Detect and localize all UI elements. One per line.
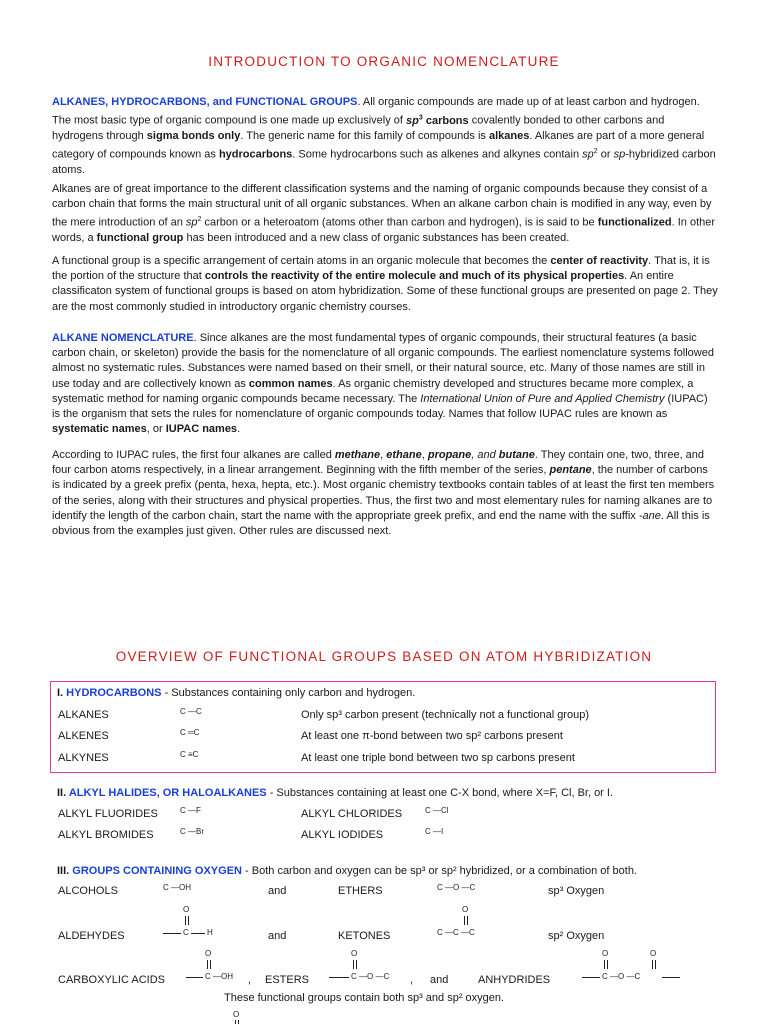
section-description: - Both carbon and oxygen can be sp³ or sp² hybridized, or a combination of both. (241, 865, 637, 877)
separator-comma: , (248, 974, 252, 986)
text: . Some hydrocarbons such as alkenes and alkynes contain (292, 148, 583, 161)
aldehyde-oxygen-atom: O (183, 905, 190, 914)
connector-and: and (430, 974, 449, 986)
class-name-alkyl-bromides: ALKYL BROMIDES (58, 829, 154, 841)
text: hydrocarbons (218, 148, 293, 161)
class-name-alkenes: ALKENES (58, 730, 109, 742)
partial-double-bond (235, 1020, 236, 1024)
paragraph-iupac-rules (52, 448, 718, 539)
description-alkynes: At least one triple bond between two sp carbons present (301, 752, 575, 764)
text: functional group (96, 232, 184, 245)
class-name-aldehydes: ALDEHYDES (58, 930, 125, 942)
ester-double-bond (353, 960, 354, 969)
text: . That is, it is the portion of the structure that (52, 255, 710, 283)
text: . They contain one, two, three, and four carbon atoms respectively, in a linear arrangement. Beginning with the fifth member of the series, (52, 449, 705, 477)
structure-ether: C —O —C (437, 883, 476, 892)
superscript: 3 (418, 114, 423, 122)
text: , or (146, 423, 166, 436)
class-name-alkyl-iodides: ALKYL IODIDES (301, 829, 384, 841)
anhydride-left-bond (582, 977, 600, 978)
text: functionalized (597, 217, 672, 230)
anhydride-double-bond (652, 960, 653, 969)
text: According to IUPAC rules, the first four alkanes are called (52, 449, 335, 461)
text: International Union of Pure and Applied Chemistry (420, 392, 665, 405)
structure-alcohol: C —OH (163, 883, 191, 892)
description-alkenes: At least one π-bond between two sp² carbons present (301, 730, 563, 742)
text: ethane (386, 449, 422, 461)
text: alkanes (488, 130, 530, 143)
section-heading: ALKANE NOMENCLATURE (52, 332, 194, 344)
aldehyde-hydrogen-atom: H (207, 928, 213, 937)
structure-alkene: C ═C (180, 728, 200, 737)
text: methane (334, 449, 381, 461)
text: . An entire classificaton system of functional groups is based on atom hybridization. Some of these functional groups are presented on page 2. They are the most commonly studied in introductory organic chemistry courses. (52, 270, 718, 313)
class-name-alkyl-fluorides: ALKYL FLUORIDES (58, 808, 158, 820)
text: . All this is obvious from the examples just given. Other rules are discussed next. (52, 509, 710, 538)
overview-title: OVERVIEW OF FUNCTIONAL GROUPS BASED ON ATOM HYBRIDIZATION (115, 649, 653, 664)
text: common names (248, 377, 333, 390)
hydrocarbons-heading (57, 687, 415, 700)
acid-double-bond (207, 960, 208, 969)
anhydride-double-bond (655, 960, 656, 969)
paragraph-alkanes-hydrocarbons (52, 95, 718, 178)
text: -ane (638, 509, 661, 522)
separator-comma: , (410, 974, 414, 986)
section-number: II. (57, 787, 69, 799)
structure-alkyl-chloride: C —Cl (425, 806, 449, 815)
text: A functional group is a specific arrangement of certain atoms in an organic molecule that becomes the (52, 255, 551, 267)
ketone-oxygen-atom: O (462, 905, 469, 914)
text: sp (185, 217, 198, 230)
text: sp (406, 114, 419, 127)
anhydride-double-bond (604, 960, 605, 969)
label-sp3-oxygen: sp³ Oxygen (548, 885, 605, 897)
aldehyde-double-bond (188, 916, 189, 925)
class-name-carboxylic-acids: CARBOXYLIC ACIDS (58, 974, 165, 986)
section-heading: ALKANES, HYDROCARBONS, and FUNCTIONAL GROUPS (52, 96, 358, 108)
section-description: - Substances containing at least one C-X bond, where X=F, Cl, Br, or I. (266, 787, 614, 799)
text: . (237, 423, 241, 436)
label-sp2-oxygen: sp² Oxygen (548, 930, 605, 942)
superscript: 2 (593, 148, 598, 156)
class-name-esters: ESTERS (265, 974, 310, 986)
ester-oxygen-atom: O (351, 949, 358, 958)
acid-oxygen-atom: O (205, 949, 212, 958)
class-name-ethers: ETHERS (338, 885, 383, 897)
aldehyde-right-bond (191, 933, 205, 934)
text: IUPAC names (165, 423, 238, 436)
text: pentane (549, 464, 592, 477)
structure-ketone: C —C —C (437, 928, 475, 937)
aldehyde-left-bond (163, 933, 181, 934)
text: . All organic compounds are made up of at least carbon and hydrogen. The most basic type of organic compound is one made up exclusively of (52, 96, 700, 127)
section-description: - Substances containing only carbon and hydrogen. (161, 687, 416, 699)
text: carbons (422, 114, 469, 127)
text: sp (582, 148, 594, 161)
text: (IUPAC) is the organism that sets the rules for nomenclature of organic compounds today. Names that follow IUPAC rules are known as (52, 392, 708, 421)
anhydride-oxygen-atom: O (650, 949, 657, 958)
structure-alkyl-bromide: C —Br (180, 827, 204, 836)
acid-left-bond (186, 977, 203, 978)
class-name-anhydrides: ANHYDRIDES (478, 974, 551, 986)
alkyl-halides-heading (57, 787, 613, 800)
footer-note: These functional groups contain both sp³ and sp² oxygen. (224, 992, 505, 1004)
partial-oxygen-atom: O (233, 1010, 240, 1019)
structure-carboxylic-acid: C —OH (205, 972, 233, 981)
text: . As organic chemistry developed and structures became more complex, a systematic method for naming organic compounds became necessary. The (52, 377, 694, 405)
text: , (421, 449, 428, 461)
oxygen-groups-heading (57, 865, 637, 878)
text: center of reactivity (550, 255, 649, 267)
connector-and: and (268, 885, 287, 897)
section-heading: GROUPS CONTAINING OXYGEN (72, 865, 242, 877)
text: sigma bonds only (146, 130, 241, 143)
class-name-alcohols: ALCOHOLS (58, 885, 118, 897)
text: controls the reactivity of the entire molecule and much of its physical properties (204, 270, 625, 283)
section-heading: ALKYL HALIDES, OR HALOALKANES (68, 787, 267, 799)
text: propane (427, 449, 472, 461)
paragraph-alkane-nomenclature (52, 331, 718, 437)
anhydride-oxygen-atom: O (602, 949, 609, 958)
ketone-double-bond (464, 916, 465, 925)
text: butane (498, 449, 535, 461)
text: systematic names (52, 423, 147, 436)
aldehyde-double-bond (185, 916, 186, 925)
text: or (597, 148, 614, 161)
structure-alkyl-iodide: C —I (425, 827, 444, 836)
structure-alkyl-fluoride: C —F (180, 806, 201, 815)
paragraph-alkanes-importance (52, 182, 718, 246)
structure-alkane: C —C (180, 707, 202, 716)
class-name-alkyl-chlorides: ALKYL CHLORIDES (301, 808, 403, 820)
text: . The generic name for this family of compounds is (240, 130, 489, 143)
class-name-alkanes: ALKANES (58, 709, 109, 721)
text: Alkanes are of great importance to the different classification systems and the naming of organic compounds because they consist of a carbon chain that forms the main structural unit of all organic substances. When an alkane carbon chain is modified in any way, even by the mere introduction of an (52, 183, 712, 230)
section-number: I. (57, 687, 67, 699)
text: carbon or a heteroatom (atoms other than carbon and hydrogen), is is said to be (201, 217, 598, 230)
ester-left-bond (329, 977, 349, 978)
section-number: III. (57, 865, 73, 877)
text: -hybridized carbon atoms. (52, 148, 716, 177)
ester-double-bond (356, 960, 357, 969)
text: . Alkanes are part of a more general category of compounds known as (52, 130, 705, 161)
structure-ester: C —O —C (351, 972, 390, 981)
anhydride-double-bond (607, 960, 608, 969)
acid-double-bond (210, 960, 211, 969)
structure-anhydride: C —O —C (602, 972, 641, 981)
text: , the number of carbons is indicated by a greek prefix (penta, hexa, hepta, etc.). Most organic chemistry textbooks contain tables of at least the first ten members of the series, along with their structures and physical properties. Thus, the first two and most elementary rules for naming alkanes are to identify the length of the carbon chain, start the name with the appropriate greek prefix, and end the name with the suffix (52, 464, 715, 522)
class-name-alkynes: ALKYNES (58, 752, 109, 764)
text: , (380, 449, 387, 461)
text: . Since alkanes are the most fundamental types of organic compounds, their structural features (a basic carbon chain, or skeleton) provide the basis for the nomenclature of all organic compounds. The earliest nomenclature systems followed almost no systematic rules. Substances were named based on their smell, or their natural source, etc. Many of those names are still in use today and are collectively known as (52, 332, 714, 390)
partial-double-bond (238, 1020, 239, 1024)
anhydride-right-bond (662, 977, 680, 978)
structure-alkyne: C ≡C (180, 750, 199, 759)
text: sp (613, 148, 626, 161)
superscript: 2 (197, 216, 202, 224)
page-title: INTRODUCTION TO ORGANIC NOMENCLATURE (208, 54, 560, 69)
aldehyde-carbon-atom: C (183, 928, 189, 937)
ketone-double-bond (467, 916, 468, 925)
connector-and: and (268, 930, 287, 942)
class-name-ketones: KETONES (338, 930, 391, 942)
text: has been introduced and a new class of organic substances has been created. (183, 232, 570, 245)
section-heading: HYDROCARBONS (66, 687, 162, 699)
text: , and (471, 449, 499, 461)
description-alkanes: Only sp³ carbon present (technically not a functional group) (301, 709, 589, 721)
text: . In other words, a (52, 217, 716, 245)
paragraph-functional-group (52, 254, 718, 315)
text: covalently bonded to other carbons and hydrogens through (52, 114, 665, 143)
